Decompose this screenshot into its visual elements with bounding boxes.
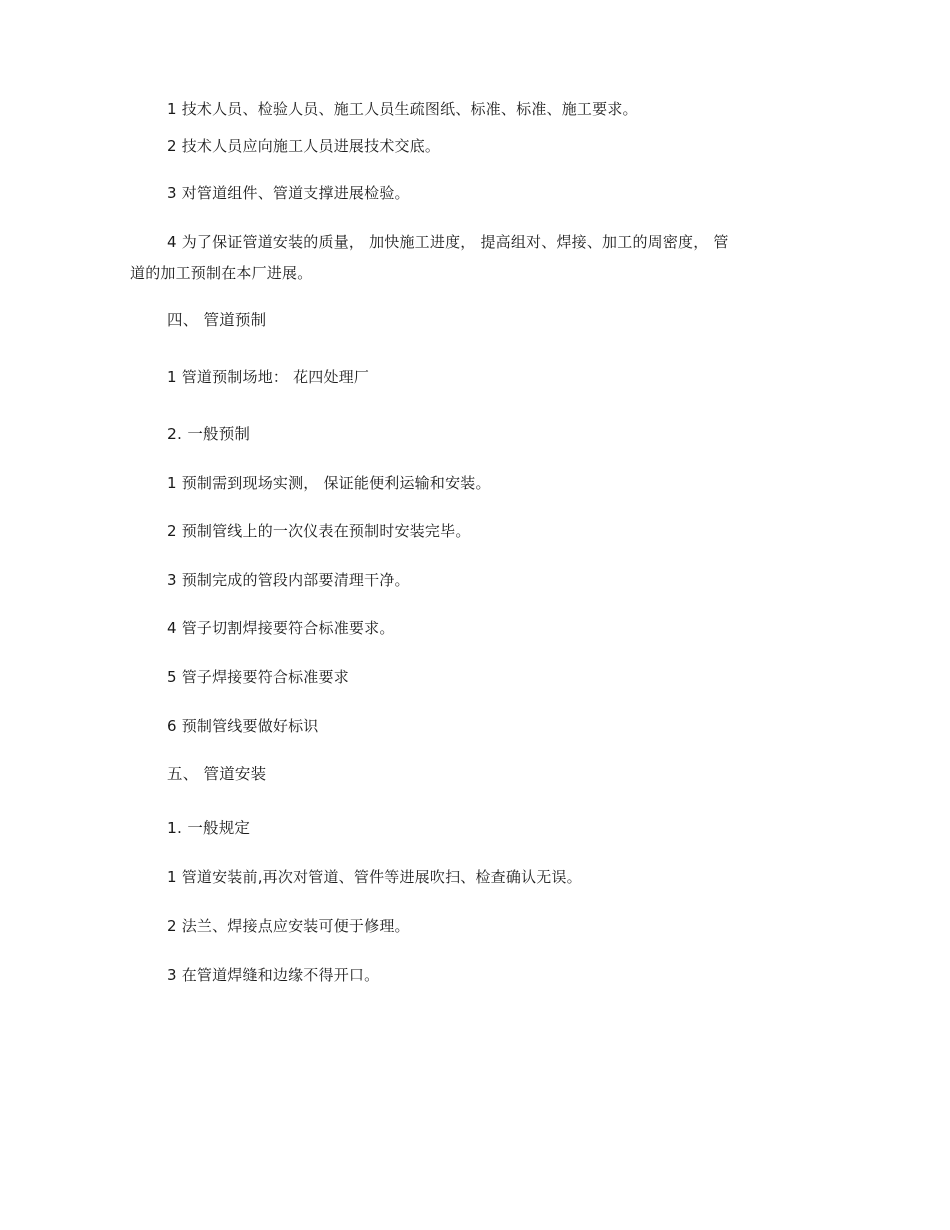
paragraph-line: 2 法兰、焊接点应安装可便于修理。 xyxy=(167,917,410,935)
paragraph-line-continuation: 道的加工预制在本厂进展。 xyxy=(130,264,313,282)
section-heading: 五、 管道安装 xyxy=(167,765,267,783)
paragraph-line: 5 管子焊接要符合标准要求 xyxy=(167,668,349,686)
paragraph-line: 2 技术人员应向施工人员进展技术交底。 xyxy=(167,137,441,155)
paragraph-line: 1 管道安装前,再次对管道、管件等进展吹扫、检查确认无误。 xyxy=(167,868,582,886)
paragraph-line: 1 预制需到现场实测， 保证能便利运输和安装。 xyxy=(167,474,491,492)
paragraph-line: 1 管道预制场地： 花四处理厂 xyxy=(167,368,370,386)
section-heading: 四、 管道预制 xyxy=(167,311,267,329)
paragraph-line: 3 预制完成的管段内部要清理干净。 xyxy=(167,571,410,589)
paragraph-line: 6 预制管线要做好标识 xyxy=(167,717,319,735)
paragraph-line: 1 技术人员、检验人员、施工人员生疏图纸、标准、标准、施工要求。 xyxy=(167,100,638,118)
paragraph-line: 3 在管道焊缝和边缘不得开口。 xyxy=(167,966,380,984)
paragraph-line: 2 预制管线上的一次仪表在预制时安装完毕。 xyxy=(167,522,471,540)
subsection-heading: 1. 一般规定 xyxy=(167,819,251,837)
paragraph-line: 4 为了保证管道安装的质量， 加快施工进度， 提高组对、焊接、加工的周密度， 管 xyxy=(167,233,729,251)
paragraph-line: 4 管子切割焊接要符合标准要求。 xyxy=(167,619,395,637)
paragraph-line: 3 对管道组件、管道支撑进展检验。 xyxy=(167,184,410,202)
subsection-heading: 2. 一般预制 xyxy=(167,425,251,443)
